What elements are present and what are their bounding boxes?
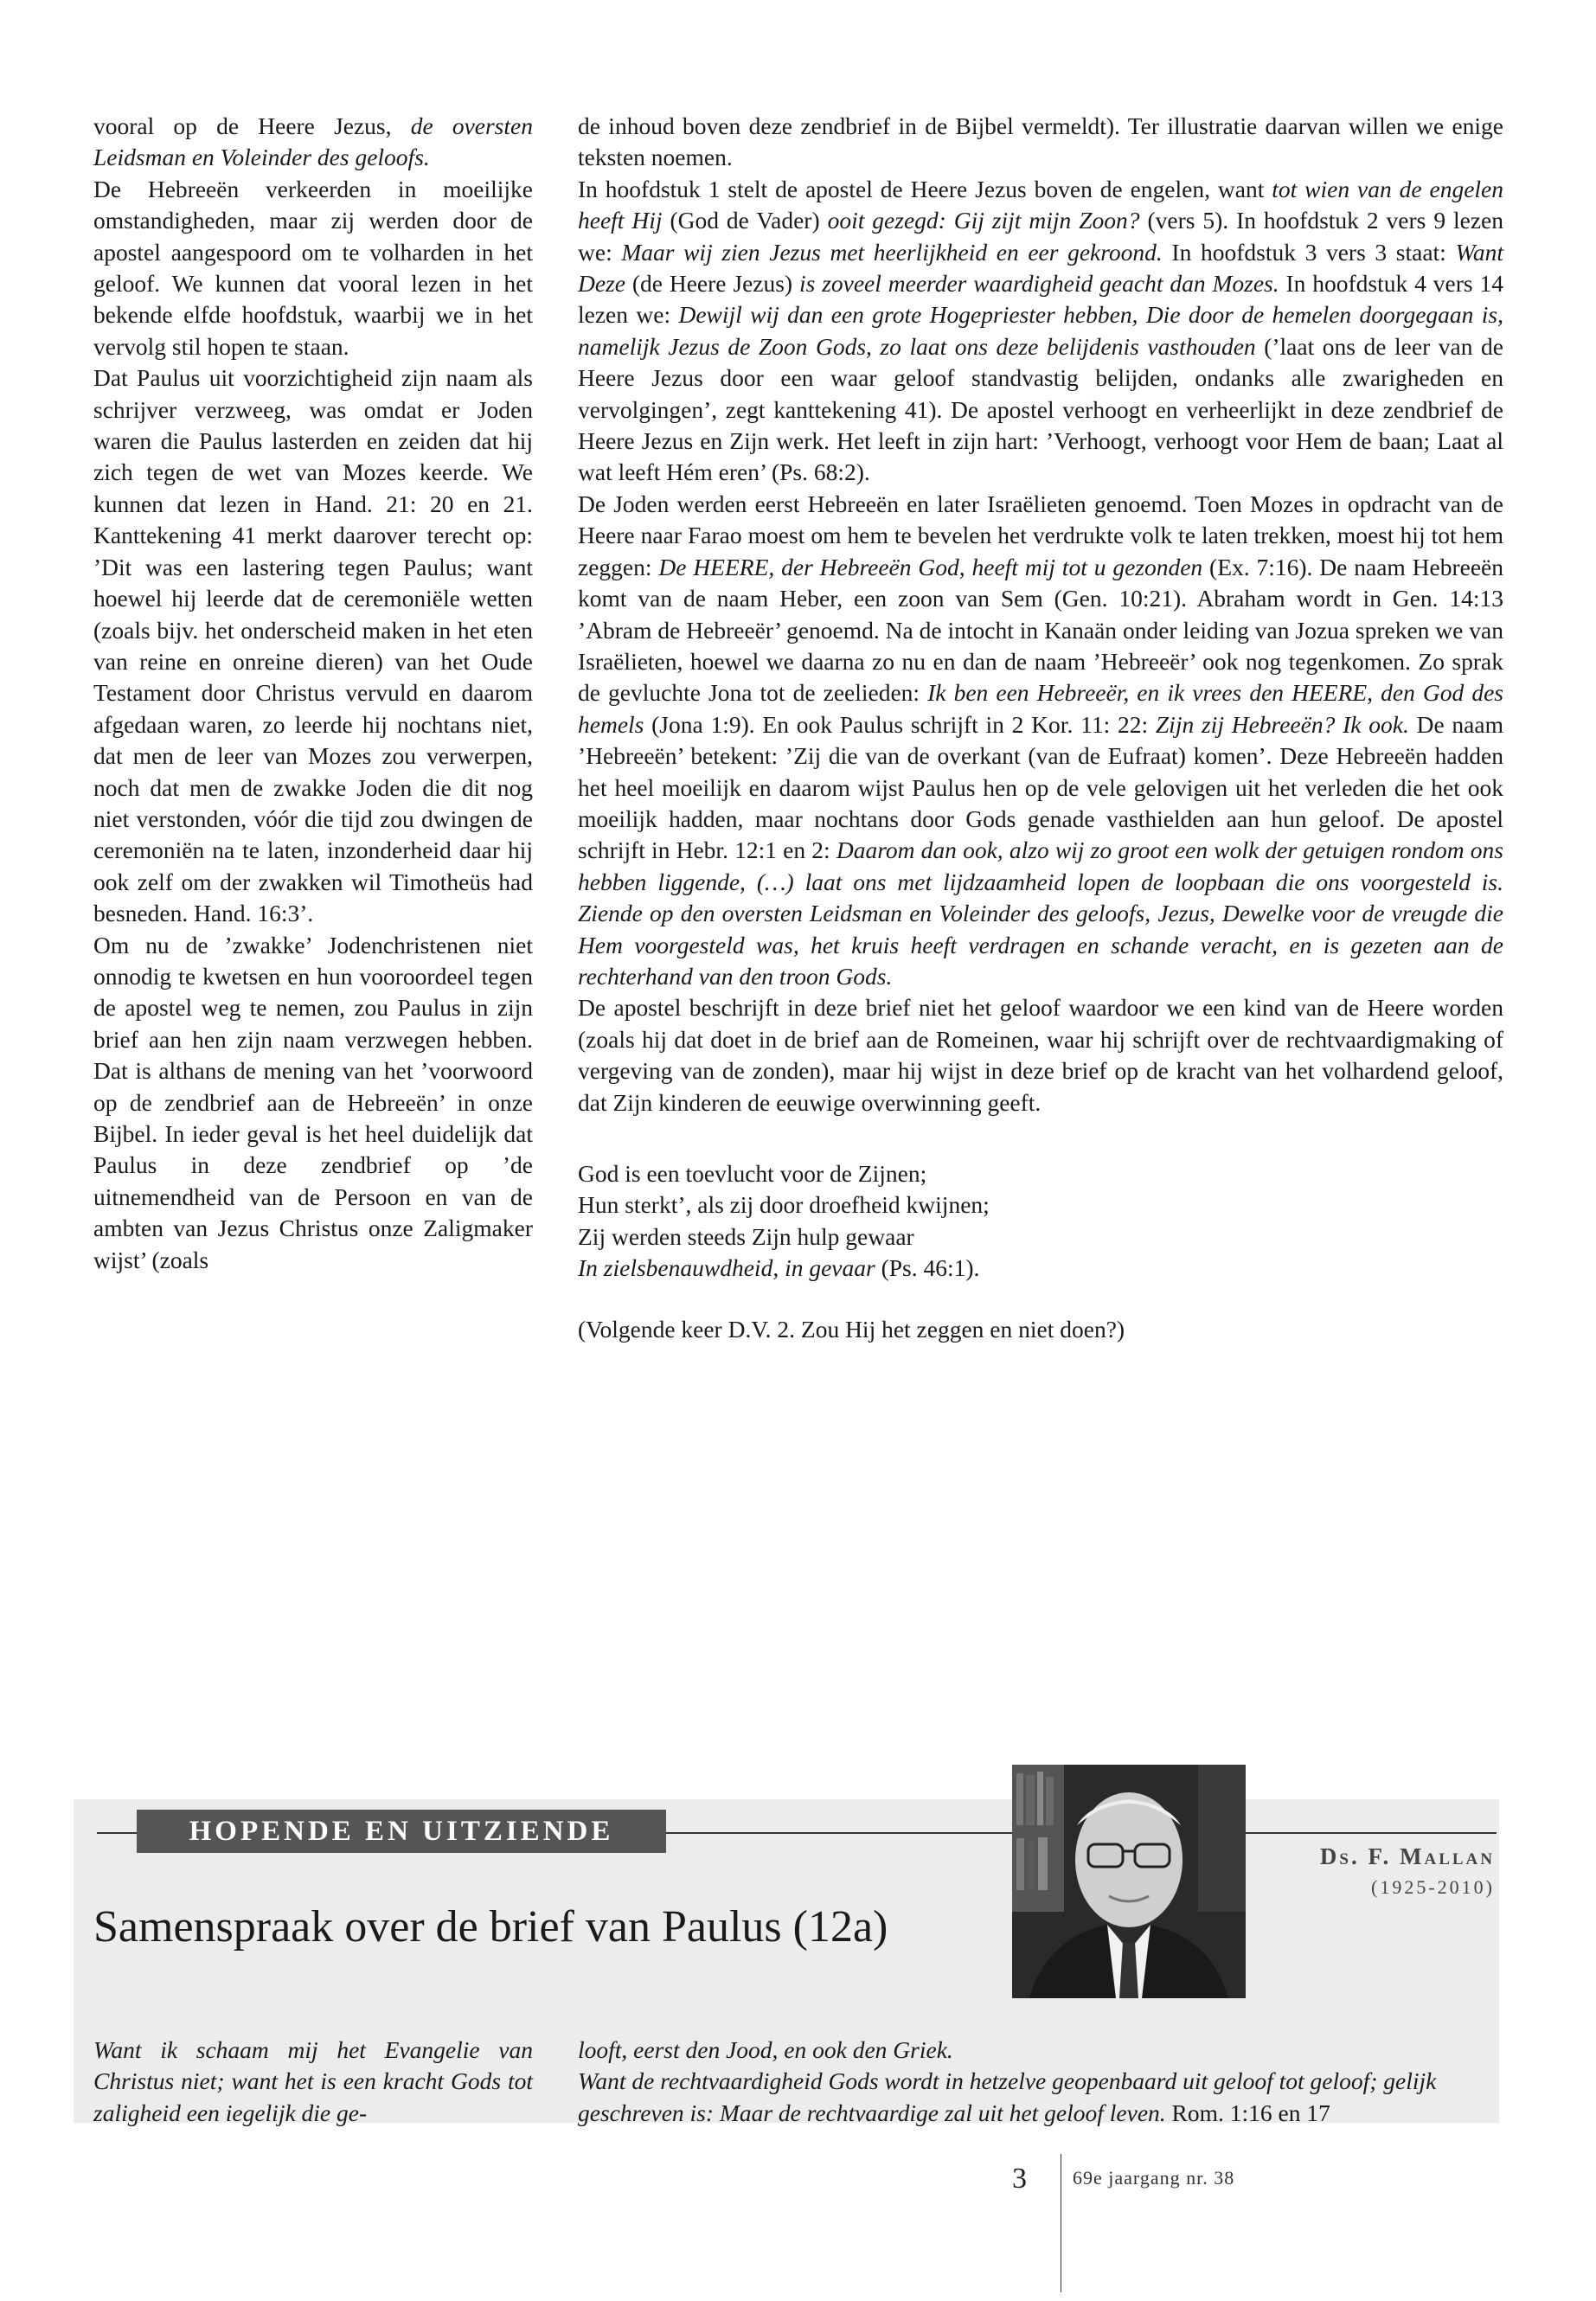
left-paragraph-2: Dat Paulus uit voorzichtigheid zijn naam als schrijver verzweeg, was omdat er Joden waren die Paulus lasterden en zeiden dat hij zich tegen de wet van Mozes keerde. We kunnen dat lezen in Hand. 21: 20 en 21. Kanttekening 41 merkt daarover terecht op: ’Dit was een lastering tegen Paulus; want hoewel hij leerde dat de ceremoniële wetten (zoals bijv. het onderscheid maken in het eten van reine en onreine dieren) van het Oude Testament door Christus vervuld en daarom afgedaan waren, zo leerde hij nochtans niet, dat men de leer van Mozes zou verwerpen, noch dat men de zwakke Joden die dit nog niet verstonden, vóór die tijd zou dwingen de ceremoniën na te laten, inzonderheid daar hij ook zelf om der zwakken wil Timotheüs had besneden. Hand. 16:3’. [93,364,533,927]
text-run: (de Heere Jezus) [625,270,799,298]
closing-note: (Volgende keer D.V. 2. Zou Hij het zeggen en niet doen?) [578,1315,1125,1343]
author-years: (1925-2010) [1371,1876,1495,1898]
right-column [578,111,1503,1345]
poem-line-text: In zielsbenauwdheid, in gevaar [578,1254,875,1282]
poem-line: Zij werden steeds Zijn hulp gewaar [578,1222,914,1250]
text-run: (Ex. 7:16). De naam Hebreeën komt van de naam Heber, een zoon van Sem (Gen. 10:21). Abraham wordt in Gen. 14:13 ’Abram de Hebreeër’ genoemd. Na de intocht in Kanaän onder leiding van Jozua spreken we van Israëlieten, hoewel we daarna zo nu en dan de naam ’Hebreeër’ ook nog tegenkomen. Zo sprak de gevluchte Jona tot de zeelieden: [578,553,1503,707]
poem-line-last [578,1253,1503,1284]
text-run: In hoofdstuk 3 vers 3 staat: [1162,238,1456,266]
text-run: (vers 5). In hoofdstuk 2 vers 9 lezen we: [578,207,1504,266]
left-column [93,111,533,1276]
issue-info: 69e jaargang nr. 38 [1073,2167,1235,2189]
author-photo [1012,1765,1246,1998]
quote-text: Want de rechtvaardigheid Gods wordt in hetzelve geopenbaard uit geloof tot geloof; gelijk geschreven is: Maar de rechtvaardige zal uit het geloof leven. [578,2067,1437,2126]
poem-line: Hun sterkt’, als zij door droefheid kwijnen; [578,1191,990,1219]
right-paragraph-0: de inhoud boven deze zendbrief in de Bijbel vermeldt). Ter illustratie daarvan willen we enige teksten noemen. [578,112,1503,171]
lead-text: vooral op de Heere Jezus, [93,112,411,139]
scripture-quote: Dewijl wij dan een grote Hogepriester hebben, Die door de hemelen doorgegaan is, namelijk Jezus de Zoon Gods, zo laat ons deze belijdenis vasthouden [578,301,1503,360]
scripture-quote: ooit gezegd: Gij zijt mijn Zoon? [827,207,1140,234]
text-run: (God de Vader) [662,207,828,234]
lead-italic-text: de oversten Leidsman en Voleinder des geloofs. [93,112,533,171]
text-run: De Joden werden eerst Hebreeën en later Israëlieten genoemd. Toen Mozes in opdracht van de Heere naar Farao moest om hem te bevelen het verdrukte volk te laten trekken, moest hij tot hem zeggen: [578,490,1503,580]
section-label: HOPENDE EN UITZIENDE [137,1810,666,1853]
right-paragraph-2 [578,489,1503,993]
scripture-quote: Ik ben een Hebreeër, en ik vrees den HEERE, den God des hemels [578,679,1503,738]
author-name: Ds. F. Mallan [1319,1843,1495,1869]
quote-line [578,2066,1503,2129]
scripture-quote: is zoveel meerder waardigheid geacht dan Mozes. [798,270,1279,298]
text-run: In hoofdstuk 1 stelt de apostel de Heere Jezus boven de engelen, want [578,175,1272,202]
left-paragraph-1: De Hebreeën verkeerden in moeilijke omstandigheden, maar zij werden door de apostel aangespoord om te volharden in het geloof. We kunnen dat vooral lezen in het bekende elfde hoofdstuk, waarbij we in het vervolg stil hopen te staan. [93,175,533,360]
scripture-quote: Maar wij zien Jezus met heerlijkheid en eer gekroond. [621,238,1163,266]
text-run: De naam ’Hebreeën’ betekent: ’Zij die van de overkant (van de Eufraat) komen’. Deze Hebreeën hadden het heel moeilijk en daarom wijst Paulus hen op de vele gelovigen uit het verleden die het ook moeilijk hadden, maar nochtans door Gods genade vasthielden aan hun geloof. De apostel schrijft in Hebr. 12:1 en 2: [578,710,1503,864]
left-paragraph-3: Om nu de ’zwakke’ Jodenchristenen niet onnodig te kwetsen en hun vooroordeel tegen de apostel weg te nemen, zou Paulus in zijn brief aan hen zijn naam verzwegen hebben. Dat is althans de mening van het ’voorwoord op de zendbrief aan de Hebreeën’ in onze Bijbel. In ieder geval is het heel duidelijk dat Paulus in deze zendbrief op ’de uitnemendheid van de Persoon en van de ambten van Jezus Christus onze Zaligmaker wijst’ (zoals [93,931,533,1273]
scripture-quote: tot wien van de engelen heeft Hij [578,175,1504,234]
text-run: (’laat ons de leer van de Heere Jezus door een waar geloof standvastig belijden, ondanks alle zwarigheden en vervolgingen’, zegt kanttekening 41). De apostel verhoogt en verheerlijkt in deze zendbrief de Heere Jezus en Zijn werk. Het leeft in zijn hart: ’Verhoogt, verhoogt voor Hem de baan; Laat al wat leeft Hém eren’ (Ps. 68:2). [578,332,1504,486]
page-number: 3 [1012,2163,1027,2195]
text-run: (Jona 1:9). En ook Paulus schrijft in 2 Kor. 11: 22: [644,710,1156,738]
article-headline: Samenspraak over de brief van Paulus (12a) [93,1902,888,1952]
right-paragraph-3: De apostel beschrijft in deze brief niet het geloof waardoor we een kind van de Heere worden (zoals hij dat doet in de brief aan de Romeinen, waar hij schrijft over de rechtvaardigmaking of vergeving van de zonden), maar hij wijst in deze brief op de kracht van het volhardend geloof, dat Zijn kinderen de eeuwige overwinning geeft. [578,994,1503,1116]
quote-reference: Rom. 1:16 en 17 [1165,2099,1330,2126]
quote-line: looft, eerst den Jood, en ook den Griek. [578,2036,953,2063]
right-paragraph-1 [578,174,1503,489]
scripture-quote-right [578,2035,1503,2129]
left-lead-paragraph [93,111,533,174]
scripture-quote: Zijn zij Hebreeën? Ik ook. [1155,710,1409,738]
scripture-quote-left: Want ik schaam mij het Evangelie van Christus niet; want het is een kracht Gods tot zaligheid een iegelijk die ge- [93,2036,533,2126]
scripture-quote: De HEERE, der Hebreeën God, heeft mij tot u gezonden [658,553,1203,580]
scripture-quote: Want Deze [578,238,1503,298]
scripture-quote: Daarom dan ook, alzo wij zo groot een wolk der getuigen rondom ons hebben liggende, (…) laat ons met lijdzaamheid lopen de loopbaan die ons voorgesteld is. Ziende op den oversten Leidsman en Voleinder des geloofs, Jezus, Dewelke voor de vreugde die Hem voorgesteld was, het kruis heeft verdragen en schande veracht, en is gezeten aan de rechterhand van den troon Gods. [578,836,1503,990]
text-run: In hoofdstuk 4 vers 14 lezen we: [578,270,1503,329]
author-block [1263,1841,1495,1903]
poem-reference: (Ps. 46:1). [875,1254,980,1282]
poem-line: God is een toevlucht voor de Zijnen; [578,1160,927,1187]
